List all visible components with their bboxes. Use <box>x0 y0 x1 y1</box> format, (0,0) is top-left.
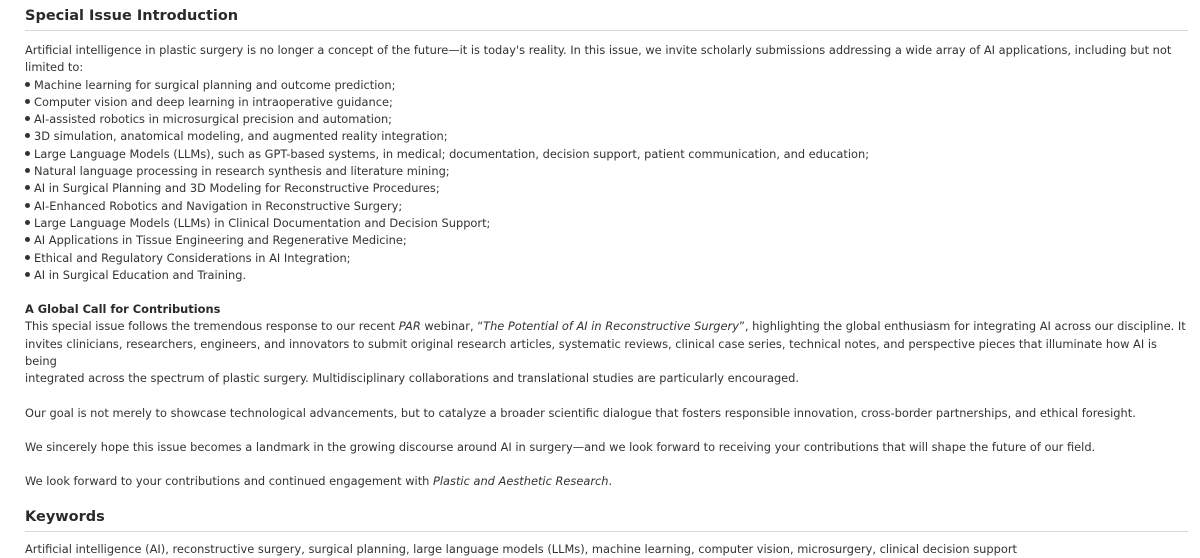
global-call-heading: A Global Call for Contributions <box>25 302 221 317</box>
bullet-icon <box>25 220 30 225</box>
bullet-icon <box>25 203 30 208</box>
global-call-paragraph-1 <box>25 318 1188 387</box>
paragraph-line: This special issue follows the tremendous response to our recent PAR webinar, “The Potential of AI in Reconstructive Surgery”, highlighting the global enthusiasm for integrating AI across our discipline. It <box>25 319 1186 334</box>
bullet-icon <box>25 255 30 260</box>
list-item: Natural language processing in research synthesis and literature mining; <box>25 163 1188 180</box>
journal-name: Plastic and Aesthetic Research <box>433 474 609 489</box>
special-issue-title: Special Issue Introduction <box>25 0 1188 31</box>
list-item: AI in Surgical Education and Training. <box>25 267 1188 284</box>
list-item: AI-Enhanced Robotics and Navigation in Reconstructive Surgery; <box>25 198 1188 215</box>
webinar-title: The Potential of AI in Reconstructive Surgery <box>483 319 739 334</box>
global-call-paragraph-3: We sincerely hope this issue becomes a landmark in the growing discourse around AI in surgery—and we look forward to receiving your contributions that will shape the future of our field. <box>25 439 1096 454</box>
global-call-paragraph-2: Our goal is not merely to showcase technological advancements, but to catalyze a broader scientific dialogue that fosters responsible innovation, cross-border partnerships, and ethical foresight. <box>25 405 1136 420</box>
list-item: AI Applications in Tissue Engineering and Regenerative Medicine; <box>25 232 1188 249</box>
paragraph-line: integrated across the spectrum of plastic surgery. Multidisciplinary collaborations and translational studies are particularly encouraged. <box>25 371 800 386</box>
keywords-title: Keywords <box>25 501 1188 532</box>
bullet-icon <box>25 168 30 173</box>
bullet-icon <box>25 133 30 138</box>
paragraph-line: invites clinicians, researchers, engineers, and innovators to submit original research articles, systematic reviews, clinical case series, technical notes, and perspective pieces that illuminate how AI is being <box>25 336 1157 369</box>
article-content <box>25 0 1188 558</box>
bullet-icon <box>25 116 30 121</box>
intro-line-2: limited to: <box>25 60 84 75</box>
list-item: Large Language Models (LLMs) in Clinical Documentation and Decision Support; <box>25 215 1188 232</box>
bullet-icon <box>25 237 30 242</box>
intro-paragraph <box>25 42 1188 77</box>
global-call-paragraph-4: We look forward to your contributions and continued engagement with Plastic and Aesthetic Research. <box>25 474 613 489</box>
list-item: AI in Surgical Planning and 3D Modeling for Reconstructive Procedures; <box>25 180 1188 197</box>
list-item: Machine learning for surgical planning and outcome prediction; <box>25 77 1188 94</box>
list-item: Ethical and Regulatory Considerations in AI Integration; <box>25 250 1188 267</box>
topics-list <box>25 77 1188 285</box>
list-item: 3D simulation, anatomical modeling, and augmented reality integration; <box>25 128 1188 145</box>
list-item: Large Language Models (LLMs), such as GPT-based systems, in medical; documentation, decision support, patient communication, and education; <box>25 146 1188 163</box>
par-abbreviation: PAR <box>398 319 421 334</box>
keywords-list: Artificial intelligence (AI), reconstructive surgery, surgical planning, large language models (LLMs), machine learning, computer vision, microsurgery, clinical decision support <box>25 541 1017 556</box>
bullet-icon <box>25 82 30 87</box>
list-item: Computer vision and deep learning in intraoperative guidance; <box>25 94 1188 111</box>
bullet-icon <box>25 185 30 190</box>
bullet-icon <box>25 99 30 104</box>
bullet-icon <box>25 151 30 156</box>
intro-line-1: Artificial intelligence in plastic surgery is no longer a concept of the future—it is today's reality. In this issue, we invite scholarly submissions addressing a wide array of AI applications, including but not <box>25 43 1172 57</box>
list-item: AI-assisted robotics in microsurgical precision and automation; <box>25 111 1188 128</box>
bullet-icon <box>25 272 30 277</box>
